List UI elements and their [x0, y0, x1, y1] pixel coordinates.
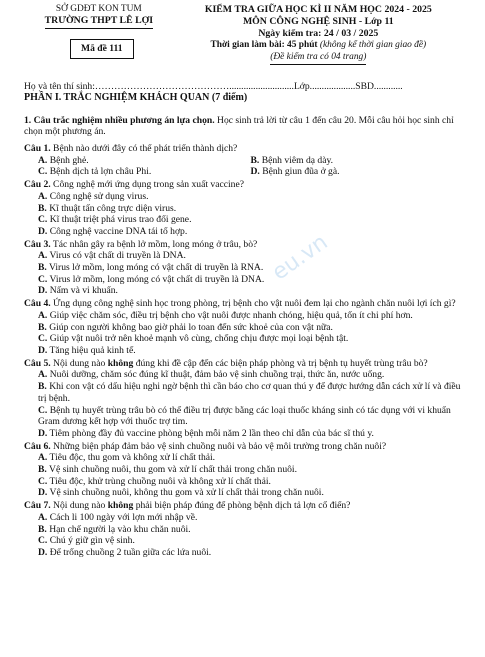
- option-key: B.: [250, 154, 260, 166]
- option-d[interactable]: [38, 226, 463, 238]
- option-text: Vệ sinh chuồng nuôi, không thu gom và xử lí chất thải trong chăn nuôi.: [47, 487, 324, 499]
- section-intro: [24, 115, 463, 138]
- option-text: Khi con vật có dấu hiệu nghi ngờ bệnh thì cần báo cho cơ quan thú y để được hướng dẫn cách xử lí và điều trị bệnh.: [38, 381, 461, 404]
- options-list: [24, 369, 463, 439]
- option-text: Để trống chuồng 2 tuần giữa các lứa nuôi.: [47, 546, 212, 558]
- options-list: [24, 310, 463, 357]
- section-title: PHẦN I. TRẮC NGHIỆM KHÁCH QUAN (7 điểm): [24, 92, 248, 104]
- question-text: Công nghệ mới ứng dụng trong sản xuất vaccine?: [50, 179, 244, 191]
- question-number: Câu 1.: [24, 143, 51, 155]
- department-name: SỞ GDĐT KON TUM: [55, 4, 142, 14]
- school-name: TRƯỜNG THPT LÊ LỢI: [45, 15, 153, 29]
- option-c[interactable]: [38, 476, 463, 488]
- question-stem: [24, 143, 463, 155]
- option-text: Kĩ thuật triệt phá virus trao đổi gene.: [47, 214, 192, 226]
- option-key: A.: [38, 369, 48, 381]
- question-text: Nội dung nào: [50, 357, 108, 369]
- option-text: Virus lở mồm, long móng có vật chất di truyền là DNA.: [47, 273, 265, 285]
- option-text: Bệnh viêm dạ dày.: [259, 154, 334, 166]
- option-key: B.: [38, 381, 47, 393]
- option-a[interactable]: [38, 191, 463, 203]
- options-list: [24, 250, 463, 297]
- option-text: Công nghệ sử dụng virus.: [47, 190, 149, 202]
- option-key: A.: [38, 250, 48, 262]
- option-key: C.: [38, 273, 48, 285]
- option-key: B.: [38, 523, 47, 535]
- option-c[interactable]: [38, 166, 251, 178]
- exam-time: [174, 40, 463, 51]
- option-key: D.: [38, 546, 48, 558]
- option-text: Giúp việc chăm sóc, điều trị bệnh cho vật nuôi được nhanh chóng, hiệu quả, tốn ít chi phí hơn.: [47, 309, 413, 321]
- option-key: A.: [38, 511, 48, 523]
- question-7: [24, 500, 463, 559]
- question-stem: [24, 298, 463, 310]
- option-key: B.: [38, 202, 47, 214]
- option-b[interactable]: [38, 203, 463, 215]
- option-key: C.: [38, 475, 48, 487]
- option-d[interactable]: [38, 345, 463, 357]
- options-list: [24, 452, 463, 499]
- school-block: [24, 4, 174, 65]
- option-key: D.: [38, 345, 48, 356]
- option-key: B.: [38, 262, 47, 274]
- exam-time-label: Thời gian làm bài: 45 phút: [210, 39, 318, 50]
- question-1: [24, 143, 463, 178]
- option-a[interactable]: [38, 155, 251, 167]
- option-b[interactable]: [38, 464, 463, 476]
- student-info-line: Họ và tên thí sinh:……………………………………...........................Lớp...................SBD............: [24, 80, 403, 92]
- negation-word: không: [107, 357, 134, 369]
- option-key: C.: [38, 404, 48, 416]
- exam-header: [24, 4, 463, 65]
- exam-code-box: Mã đề 111: [70, 39, 134, 59]
- question-text-end: đúng khi đề cập đến các biện pháp phòng và trị bệnh tụ huyết trùng trâu bò?: [133, 357, 428, 369]
- exam-subject: MÔN CÔNG NGHỆ SINH - Lớp 11: [242, 15, 394, 27]
- option-text: Tiêm phòng đầy đủ vaccine phòng bệnh mỗi năm 2 lần theo chỉ dẫn của bác sĩ thú y.: [47, 427, 374, 439]
- question-number: Câu 3.: [24, 238, 51, 250]
- option-text: Kĩ thuật tấn công trực diện virus.: [46, 202, 177, 214]
- option-text: Vệ sinh chuồng nuôi, thu gom và xử lí chất thải trong chăn nuôi.: [46, 464, 297, 476]
- option-key: D.: [250, 166, 260, 178]
- question-number: Câu 2.: [24, 179, 51, 191]
- option-text: Virus có vật chất di truyền là DNA.: [47, 250, 186, 262]
- watermark: eu.vn: [267, 229, 333, 286]
- option-d[interactable]: [251, 166, 464, 178]
- question-text: Những biện pháp đảm bảo vệ sinh chuồng nuôi và bảo vệ môi trường trong chăn nuôi?: [50, 440, 387, 452]
- option-key: C.: [38, 214, 48, 226]
- option-text: Bệnh giun đũa ở gà.: [259, 166, 340, 178]
- option-a[interactable]: [38, 250, 463, 262]
- option-key: D.: [38, 225, 48, 237]
- option-key: A.: [38, 190, 48, 202]
- question-stem: [24, 179, 463, 191]
- question-2: [24, 179, 463, 238]
- option-c[interactable]: [38, 405, 463, 428]
- question-text-end: phải biện pháp đúng để phòng bệnh dịch tả lợn cổ điển?: [133, 500, 351, 512]
- option-key: C.: [38, 166, 48, 178]
- option-b[interactable]: [38, 524, 463, 536]
- exam-title: KIỂM TRA GIỮA HỌC KÌ II NĂM HỌC 2024 - 2025: [204, 4, 432, 15]
- question-number: Câu 7.: [24, 500, 51, 512]
- option-a[interactable]: [38, 512, 463, 524]
- question-4: [24, 298, 463, 357]
- option-d[interactable]: [38, 285, 463, 297]
- options-list: [24, 155, 463, 178]
- question-stem: [24, 358, 463, 370]
- option-text: Công nghệ vaccine DNA tái tổ hợp.: [47, 225, 188, 237]
- option-text: Bệnh ghẻ.: [47, 154, 89, 166]
- option-b[interactable]: [251, 155, 464, 167]
- option-key: A.: [38, 154, 48, 166]
- option-text: Tiêu độc, khử trùng chuồng nuôi và không xử lí chất thải.: [47, 475, 271, 487]
- question-6: [24, 441, 463, 500]
- option-text: Bệnh dịch tả lợn châu Phi.: [47, 166, 152, 178]
- option-text: Giúp con người không bao giờ phải lo toan đến sức khoẻ của con vật nữa.: [46, 321, 333, 333]
- option-c[interactable]: [38, 535, 463, 547]
- option-d[interactable]: [38, 547, 463, 559]
- option-text: Hạn chế người lạ vào khu chăn nuôi.: [46, 523, 191, 535]
- option-text: Tiêu độc, thu gom và không xử lí chất thải.: [47, 452, 216, 464]
- option-c[interactable]: [38, 214, 463, 226]
- option-text: Giúp vật nuôi trở nên khoẻ mạnh vô cùng, chống chịu được mọi loại bệnh tật.: [47, 333, 349, 345]
- question-stem: [24, 500, 463, 512]
- option-key: C.: [38, 535, 48, 547]
- option-b[interactable]: [38, 381, 463, 404]
- options-list: [24, 512, 463, 559]
- question-stem: [24, 239, 463, 251]
- option-key: A.: [38, 309, 48, 321]
- exam-time-note: (không kể thời gian giao đề): [319, 39, 427, 50]
- option-key: B.: [38, 464, 47, 476]
- intro-heading: 1. Câu trắc nghiệm nhiều phương án lựa chọn.: [24, 114, 215, 126]
- exam-info-block: [174, 4, 463, 65]
- exam-date: Ngày kiểm tra: 24 / 03 / 2025: [258, 27, 379, 39]
- option-key: D.: [38, 285, 48, 297]
- option-text: Cách li 100 ngày với lợn mới nhập về.: [47, 511, 198, 523]
- option-c[interactable]: [38, 333, 463, 345]
- question-text: Nội dung nào: [50, 500, 108, 512]
- question-text: Ứng dụng công nghệ sinh học trong phòng, trị bệnh cho vật nuôi đem lại cho ngành chăn nuôi lợi ích gì?: [50, 298, 456, 310]
- options-list: [24, 191, 463, 238]
- option-text: Tăng hiệu quả kinh tế.: [47, 345, 136, 356]
- option-b[interactable]: [38, 262, 463, 274]
- question-5: [24, 358, 463, 440]
- option-key: B.: [38, 321, 47, 333]
- question-stem: [24, 441, 463, 453]
- option-d[interactable]: [38, 428, 463, 440]
- option-b[interactable]: [38, 322, 463, 334]
- option-key: C.: [38, 333, 48, 345]
- option-c[interactable]: [38, 274, 463, 286]
- option-d[interactable]: [38, 487, 463, 499]
- question-number: Câu 4.: [24, 298, 51, 310]
- option-text: Nấm và vi khuẩn.: [47, 285, 118, 297]
- question-text: Bệnh nào dưới đây có thể phát triển thành dịch?: [50, 143, 238, 155]
- option-a[interactable]: [38, 310, 463, 322]
- option-key: D.: [38, 487, 48, 499]
- option-text: Nuôi dưỡng, chăm sóc đúng kĩ thuật, đảm bảo vệ sinh chuồng trại, thức ăn, nước uống.: [47, 369, 385, 381]
- option-a[interactable]: [38, 369, 463, 381]
- exam-pages-note: (Đề kiểm tra có 04 trang): [270, 52, 366, 64]
- option-key: A.: [38, 452, 48, 464]
- option-key: D.: [38, 427, 48, 439]
- intro-text: Học sinh trả lời từ câu 1 đến câu 20. Mỗi câu hỏi học sinh chỉ chọn một phương án.: [24, 114, 454, 138]
- option-text: Bệnh tụ huyết trùng trâu bò có thể điều trị được bằng các loại thuốc kháng sinh có tác dụng với vi khuẩn Gram dương kết hợp với thuốc trợ tim.: [38, 404, 451, 428]
- negation-word: không: [107, 500, 134, 512]
- option-a[interactable]: [38, 452, 463, 464]
- question-text: Tác nhân gây ra bệnh lở mồm, long móng ở trâu, bò?: [50, 238, 258, 250]
- question-3: [24, 239, 463, 298]
- question-number: Câu 6.: [24, 440, 51, 452]
- option-text: Virus lở mồm, long móng có vật chất di truyền là RNA.: [46, 262, 264, 274]
- option-text: Chú ý giữ gìn vệ sinh.: [47, 535, 135, 547]
- question-number: Câu 5.: [24, 357, 51, 369]
